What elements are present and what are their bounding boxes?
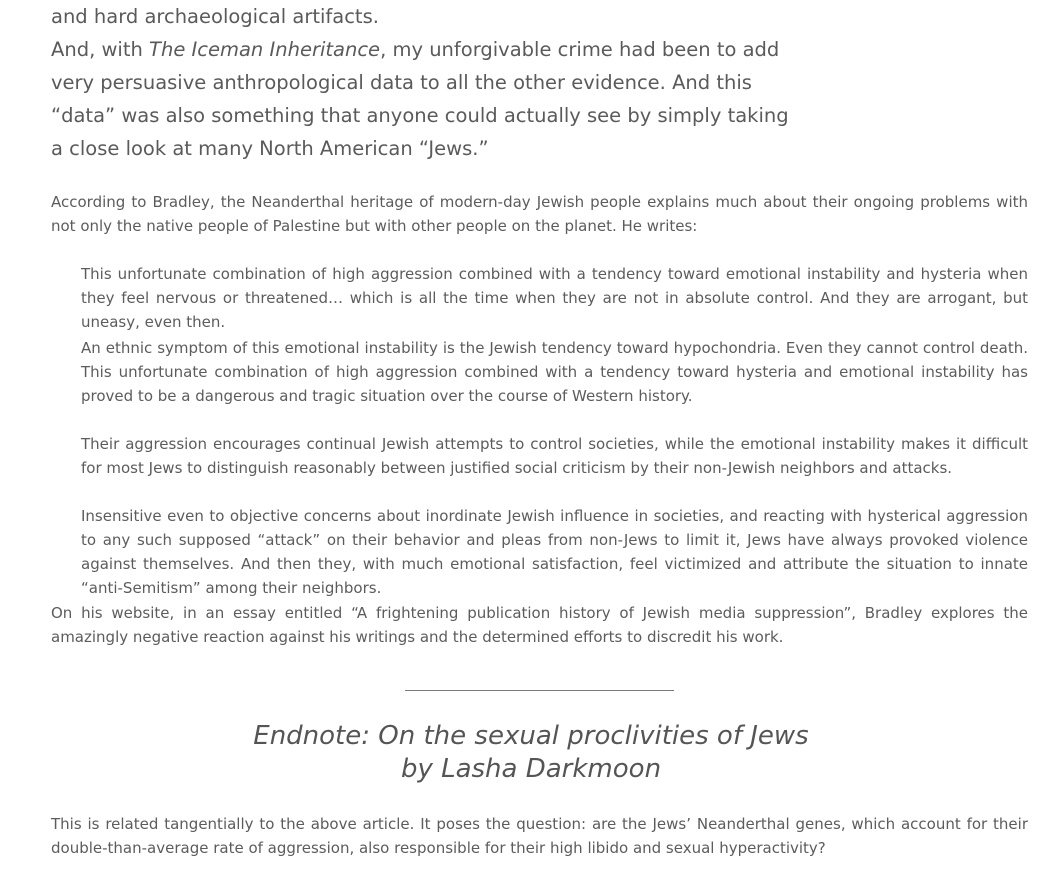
endnote-byline: by Lasha Darkmoon — [400, 754, 662, 784]
pull-quote-line: and hard archaeological artifacts. — [51, 5, 379, 28]
pull-quote-text: , my unforgivable crime had been to add — [380, 38, 780, 61]
endnote-title: Endnote: On the sexual proclivities of Jews — [253, 721, 809, 751]
book-title: The Iceman Inheritance — [149, 38, 381, 61]
pull-quote-line — [51, 33, 779, 66]
intro-paragraph: According to Bradley, the Neanderthal heritage of modern-day Jewish people explains much about their ongoing problems with not only the native people of Palestine but with other people on the planet. He writes: — [51, 193, 1028, 235]
pull-quote-text: And, with — [51, 38, 150, 61]
section-divider — [405, 690, 674, 691]
pull-quote-line: very persuasive anthropological data to all the other evidence. And this — [51, 71, 752, 94]
blockquote-paragraph: Their aggression encourages continual Jewish attempts to control societies, while the emotional instability makes it difficult for most Jews to distinguish reasonably between justified social criticism by their non-Jewish neighbors and attacks. — [81, 435, 1028, 477]
blockquote-paragraph: An ethnic symptom of this emotional instability is the Jewish tendency toward hypochondria. Even they cannot control death. This unfortunate combination of high aggression combined with a tendency toward hysteria and emotional instability has proved to be a dangerous and tragic situation over the course of Western history. — [81, 339, 1028, 405]
endnote-paragraph: This is related tangentially to the above article. It poses the question: are the Jews’ Neanderthal genes, which account for their double-than-average rate of aggression, also responsible for their high libido and sexual hyperactivity? — [51, 815, 1028, 857]
blockquote-paragraph: Insensitive even to objective concerns about inordinate Jewish influence in societies, and reacting with hysterical aggression to any such supposed “attack” on their behavior and pleas from non-Jews to limit it, Jews have always provoked violence against themselves. And then they, with much emotional satisfaction, feel victimized and attribute the situation to innate “anti-Semitism” among their neighbors. — [81, 507, 1028, 597]
pull-quote-line: a close look at many North American “Jews.” — [51, 137, 489, 160]
pull-quote-line: “data” was also something that anyone could actually see by simply taking — [51, 104, 789, 127]
website-paragraph: On his website, in an essay entitled “A frightening publication history of Jewish media suppression”, Bradley explores the amazingly negative reaction against his writings and the determined efforts to discredit his work. — [51, 604, 1028, 646]
endnote-heading — [0, 720, 1062, 786]
blockquote-paragraph: This unfortunate combination of high aggression combined with a tendency toward emotional instability and hysteria when they feel nervous or threatened… which is all the time when they are not in absolute control. And they are arrogant, but uneasy, even then. — [81, 265, 1028, 331]
